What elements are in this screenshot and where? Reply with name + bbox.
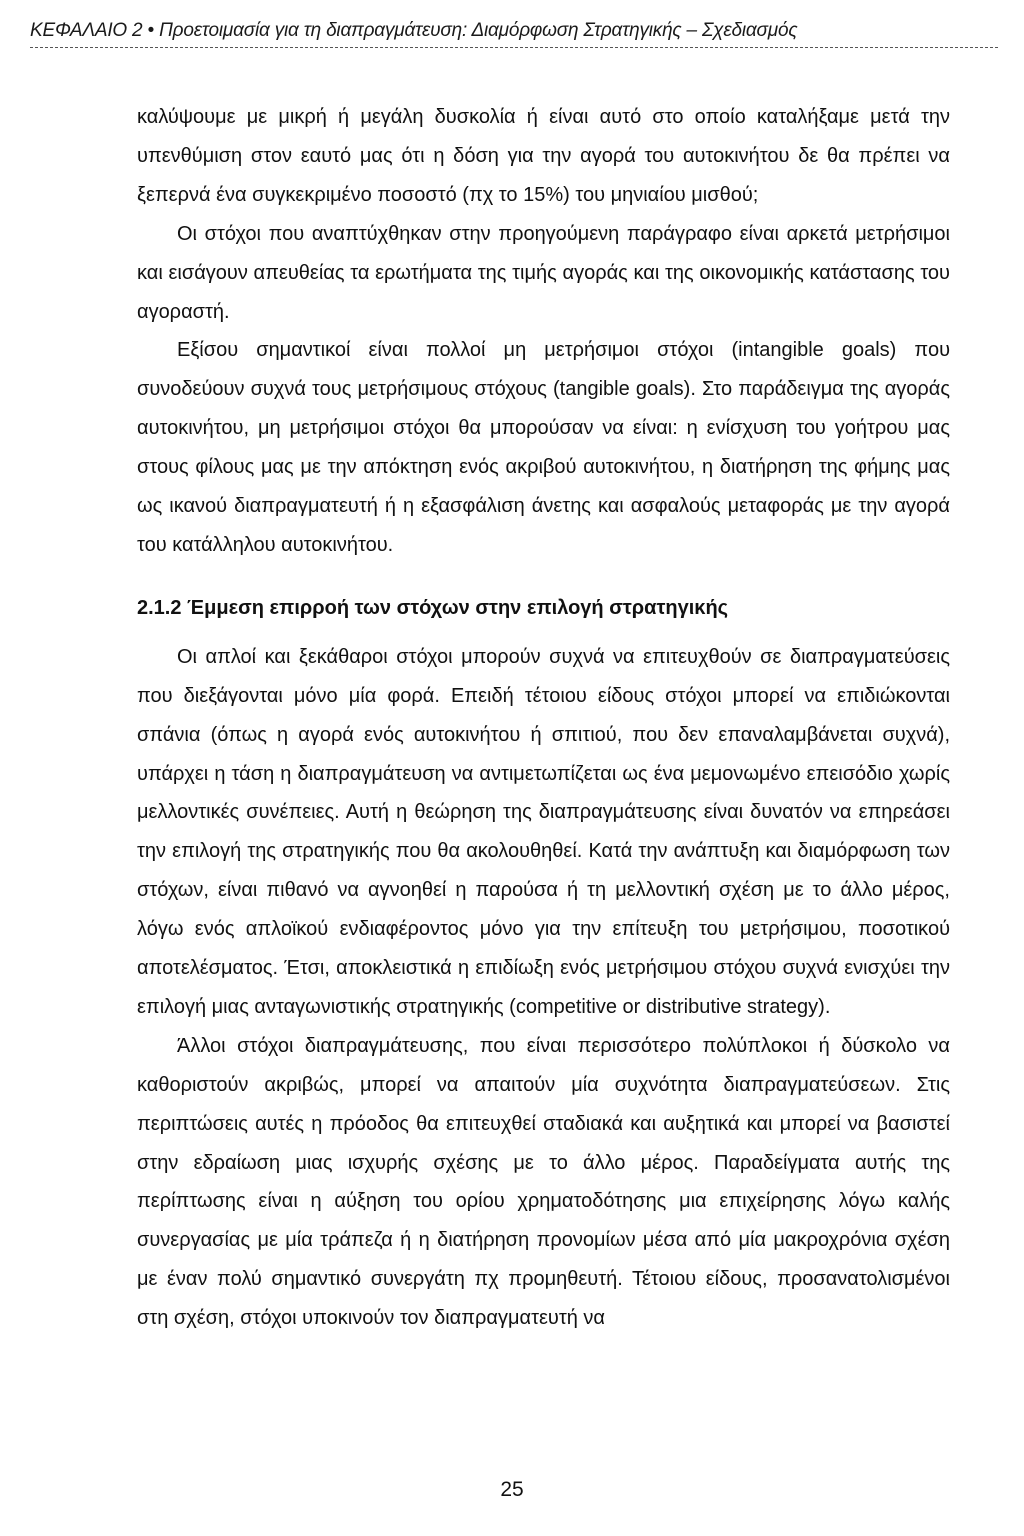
paragraph: Οι απλοί και ξεκάθαροι στόχοι μπορούν συχνά να επιτευχθούν σε διαπραγματεύσεις που διεξάγονται μόνο μία φορά. Επειδή τέτοιου είδους στόχοι μπορεί να επιδιώκονται σπάνια (όπως η αγορά ενός αυτοκινήτου ή σπιτιού, που δεν επαναλαμβάνεται συχνά), υπάρχει η τάση η διαπραγμάτευση να αντιμετωπίζεται ως ένα μεμονωμένο επεισόδιο χωρίς μελλοντικές συνέπειες. Αυτή η θεώρηση της διαπραγμάτευσης είναι δυνατόν να επηρεάσει την επιλογή της στρατηγικής που θα ακολουθηθεί. Κατά την ανάπτυξη και διαμόρφωση των στόχων, είναι πιθανό να αγνοηθεί η παρούσα ή τη μελλοντική σχέση με το άλλο μέρος, λόγω ενός απλοϊκού ενδιαφέροντος μόνο για την επίτευξη του μετρήσιμου, ποσοτικού αποτελέσματος. Έτσι, αποκλειστικά η επιδίωξη ενός μετρήσιμου στόχου συχνά ενισχύει την επιλογή μιας ανταγωνιστικής στρατηγικής (competitive or distributive strategy). (137, 645, 950, 1018)
paragraph: Άλλοι στόχοι διαπραγμάτευσης, που είναι περισσότερο πολύπλοκοι ή δύσκολο να καθοριστούν ακριβώς, μπορεί να απαιτούν μία συχνότητα διαπραγματεύσεων. Στις περιπτώσεις αυτές η πρόοδος θα επιτευχθεί σταδιακά και αυξητικά και μπορεί να βασιστεί στην εδραίωση μιας ισχυρής σχέσης με το άλλο μέρος. Παραδείγματα αυτής της περίπτωσης είναι η αύξηση του ορίου χρηματοδότησης μια επιχείρησης λόγω καλής συνεργασίας με μία τράπεζα ή η διατήρηση προνομίων μέσα από μία μακροχρόνια σχέση με έναν πολύ σημαντικό συνεργάτη πχ προμηθευτή. Τέτοιου είδους, προσανατολισμένοι στη σχέση, στόχοι υποκινούν τον διαπραγματευτή να (137, 1034, 950, 1330)
section-number: 2.1.2 (137, 596, 182, 619)
section-title: Έμμεση επιρροή των στόχων στην επιλογή στρατηγικής (187, 596, 729, 619)
header-rule (30, 47, 998, 48)
paragraph: καλύψουμε με μικρή ή μεγάλη δυσκολία ή είναι αυτό στο οποίο καταλήξαμε μετά την υπενθύμιση στον εαυτό μας ότι η δόση για την αγορά του αυτοκινήτου δε θα πρέπει να ξεπερνά ένα συγκεκριμένο ποσοστό (πχ το 15%) του μηνιαίου μισθού; (137, 106, 950, 206)
running-header (30, 20, 998, 42)
page-number: 25 (500, 1478, 524, 1501)
header-chapter: ΚΕΦΑΛΑΙΟ 2 (30, 20, 143, 41)
header-bullet: • (147, 20, 154, 41)
paragraph: Εξίσου σημαντικοί είναι πολλοί μη μετρήσιμοι στόχοι (intangible goals) που συνοδεύουν συχνά τους μετρήσιμους στόχους (tangible goals). Στο παράδειγμα της αγοράς αυτοκινήτου, μη μετρήσιμοι στόχοι θα μπορούσαν να είναι: η ενίσχυση του γοήτρου μας στους φίλους μας με την απόκτηση ενός ακριβού αυτοκινήτου, η διατήρηση της φήμης μας ως ικανού διαπραγματευτή ή η εξασφάλιση άνετης και ασφαλούς μεταφοράς με την αγορά του κατάλληλου αυτοκινήτου. (137, 339, 950, 556)
section-heading (137, 589, 950, 628)
header-title: Προετοιμασία για τη διαπραγμάτευση: Διαμόρφωση Στρατηγικής – Σχεδιασμός (159, 20, 798, 41)
paragraph: Οι στόχοι που αναπτύχθηκαν στην προηγούμενη παράγραφο είναι αρκετά μετρήσιμοι και εισάγουν απευθείας τα ερωτήματα της τιμής αγοράς και της οικονομικής κατάστασης του αγοραστή. (137, 222, 950, 323)
body-text (137, 98, 950, 1338)
